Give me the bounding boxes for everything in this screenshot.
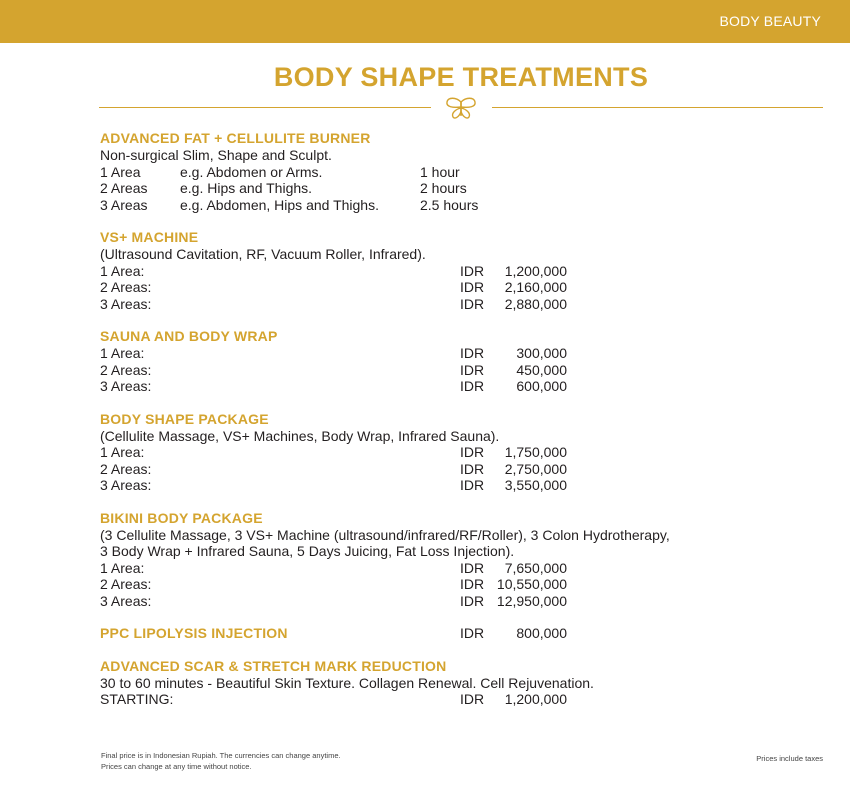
currency: IDR: [460, 361, 485, 378]
area-label: 2 Areas:: [100, 361, 152, 378]
price-row: [100, 560, 800, 577]
price-row: [100, 362, 800, 379]
section-description: 30 to 60 minutes - Beautiful Skin Texture. Collagen Renewal. Cell Rejuvenation.: [100, 674, 594, 691]
area-label: 1 Area: [100, 163, 141, 180]
price: 10,550,000: [496, 576, 567, 592]
currency: IDR: [460, 460, 485, 477]
price-row: [100, 444, 800, 461]
section-bikini-body-package: [100, 510, 800, 610]
currency: IDR: [460, 691, 485, 707]
section-description: (3 Cellulite Massage, 3 VS+ Machine (ultrasound/infrared/RF/Roller), 3 Colon Hydrotherapy,: [100, 526, 670, 543]
section-title: ADVANCED FAT + CELLULITE BURNER: [100, 130, 371, 146]
area-label: 2 Areas:: [100, 576, 152, 592]
section-title: VS+ MACHINE: [100, 229, 199, 245]
price: 1,200,000: [504, 691, 567, 707]
area-label: 3 Areas:: [100, 477, 152, 493]
area-example: e.g. Hips and Thighs.: [180, 180, 313, 196]
section-title: BODY SHAPE PACKAGE: [100, 410, 269, 427]
price: 2,880,000: [504, 295, 567, 312]
area-label: 2 Areas:: [100, 279, 152, 295]
title-divider-right: [492, 107, 823, 108]
price-row: [100, 625, 800, 642]
price: 2,160,000: [504, 279, 567, 295]
price-row: [100, 576, 800, 593]
section-description: Non-surgical Slim, Shape and Sculpt.: [100, 147, 332, 163]
area-example: e.g. Abdomen or Arms.: [180, 163, 323, 180]
list-item: [100, 197, 800, 214]
currency: IDR: [460, 262, 485, 279]
area-label: 2 Areas:: [100, 460, 152, 477]
section-body-shape-package: [100, 411, 800, 494]
duration: 1 hour: [420, 163, 460, 180]
price: 12,950,000: [496, 592, 567, 609]
currency: IDR: [460, 378, 485, 394]
currency: IDR: [460, 576, 485, 592]
price: 3,550,000: [504, 477, 567, 493]
section-fat-cellulite-burner: [100, 130, 800, 213]
duration: 2 hours: [420, 180, 467, 196]
price: 1,750,000: [504, 444, 567, 460]
title-divider-left: [99, 107, 431, 108]
section-title: BIKINI BODY PACKAGE: [100, 509, 263, 526]
header-bar: [0, 0, 850, 43]
currency: IDR: [460, 279, 485, 295]
section-scar-stretch-mark: [100, 658, 800, 708]
currency: IDR: [460, 559, 485, 576]
price-row: [100, 477, 800, 494]
currency: IDR: [460, 295, 485, 312]
price: 450,000: [516, 361, 567, 378]
area-label: 1 Area:: [100, 262, 145, 279]
price-row: [100, 345, 800, 362]
price-row: [100, 263, 800, 280]
area-label: 3 Areas:: [100, 592, 152, 609]
section-sauna-body-wrap: [100, 328, 800, 395]
section-title: SAUNA AND BODY WRAP: [100, 328, 278, 344]
price: 7,650,000: [504, 559, 567, 576]
currency: IDR: [460, 477, 485, 493]
section-ppc-lipolysis: [100, 625, 800, 642]
butterfly-ornament-icon: [444, 96, 478, 120]
area-label: 2 Areas: [100, 180, 148, 196]
price-row: [100, 691, 800, 708]
price-row: [100, 461, 800, 478]
area-label: 3 Areas:: [100, 378, 152, 394]
footer-note: [101, 751, 341, 772]
starting-label: STARTING:: [100, 691, 174, 707]
list-item: [100, 164, 800, 181]
area-example: e.g. Abdomen, Hips and Thighs.: [180, 196, 379, 213]
section-vs-machine: [100, 229, 800, 312]
price: 300,000: [516, 345, 567, 361]
list-item: [100, 180, 800, 197]
price: 800,000: [516, 625, 567, 641]
area-label: 1 Area:: [100, 559, 145, 576]
area-label: 1 Area:: [100, 345, 145, 361]
footer-note-line: Final price is in Indonesian Rupiah. The currencies can change anytime.: [101, 751, 341, 760]
footer-note-line: Prices can change at any time without notice.: [101, 761, 252, 771]
duration: 2.5 hours: [420, 196, 479, 213]
section-description: 3 Body Wrap + Infrared Sauna, 5 Days Juicing, Fat Loss Injection).: [100, 543, 515, 559]
section-description: (Ultrasound Cavitation, RF, Vacuum Roller, Infrared).: [100, 246, 426, 262]
currency: IDR: [460, 625, 485, 641]
section-title: ADVANCED SCAR & STRETCH MARK REDUCTION: [100, 657, 447, 674]
price-row: [100, 279, 800, 296]
price-row: [100, 378, 800, 395]
tax-note: Prices include taxes: [756, 754, 823, 763]
price-row: [100, 593, 800, 610]
price-row: [100, 296, 800, 313]
price: 2,750,000: [504, 460, 567, 477]
section-description: (Cellulite Massage, VS+ Machines, Body Wrap, Infrared Sauna).: [100, 427, 500, 444]
price: 600,000: [516, 378, 567, 394]
area-label: 3 Areas:: [100, 295, 152, 312]
treatment-list: [100, 130, 800, 724]
area-label: 3 Areas: [100, 196, 148, 213]
currency: IDR: [460, 592, 485, 609]
price: 1,200,000: [504, 262, 567, 279]
page-title: BODY SHAPE TREATMENTS: [273, 62, 649, 92]
section-title: PPC LIPOLYSIS INJECTION: [100, 625, 288, 641]
currency: IDR: [460, 444, 485, 460]
currency: IDR: [460, 345, 485, 361]
section-label: BODY BEAUTY: [719, 13, 821, 29]
area-label: 1 Area:: [100, 444, 145, 460]
